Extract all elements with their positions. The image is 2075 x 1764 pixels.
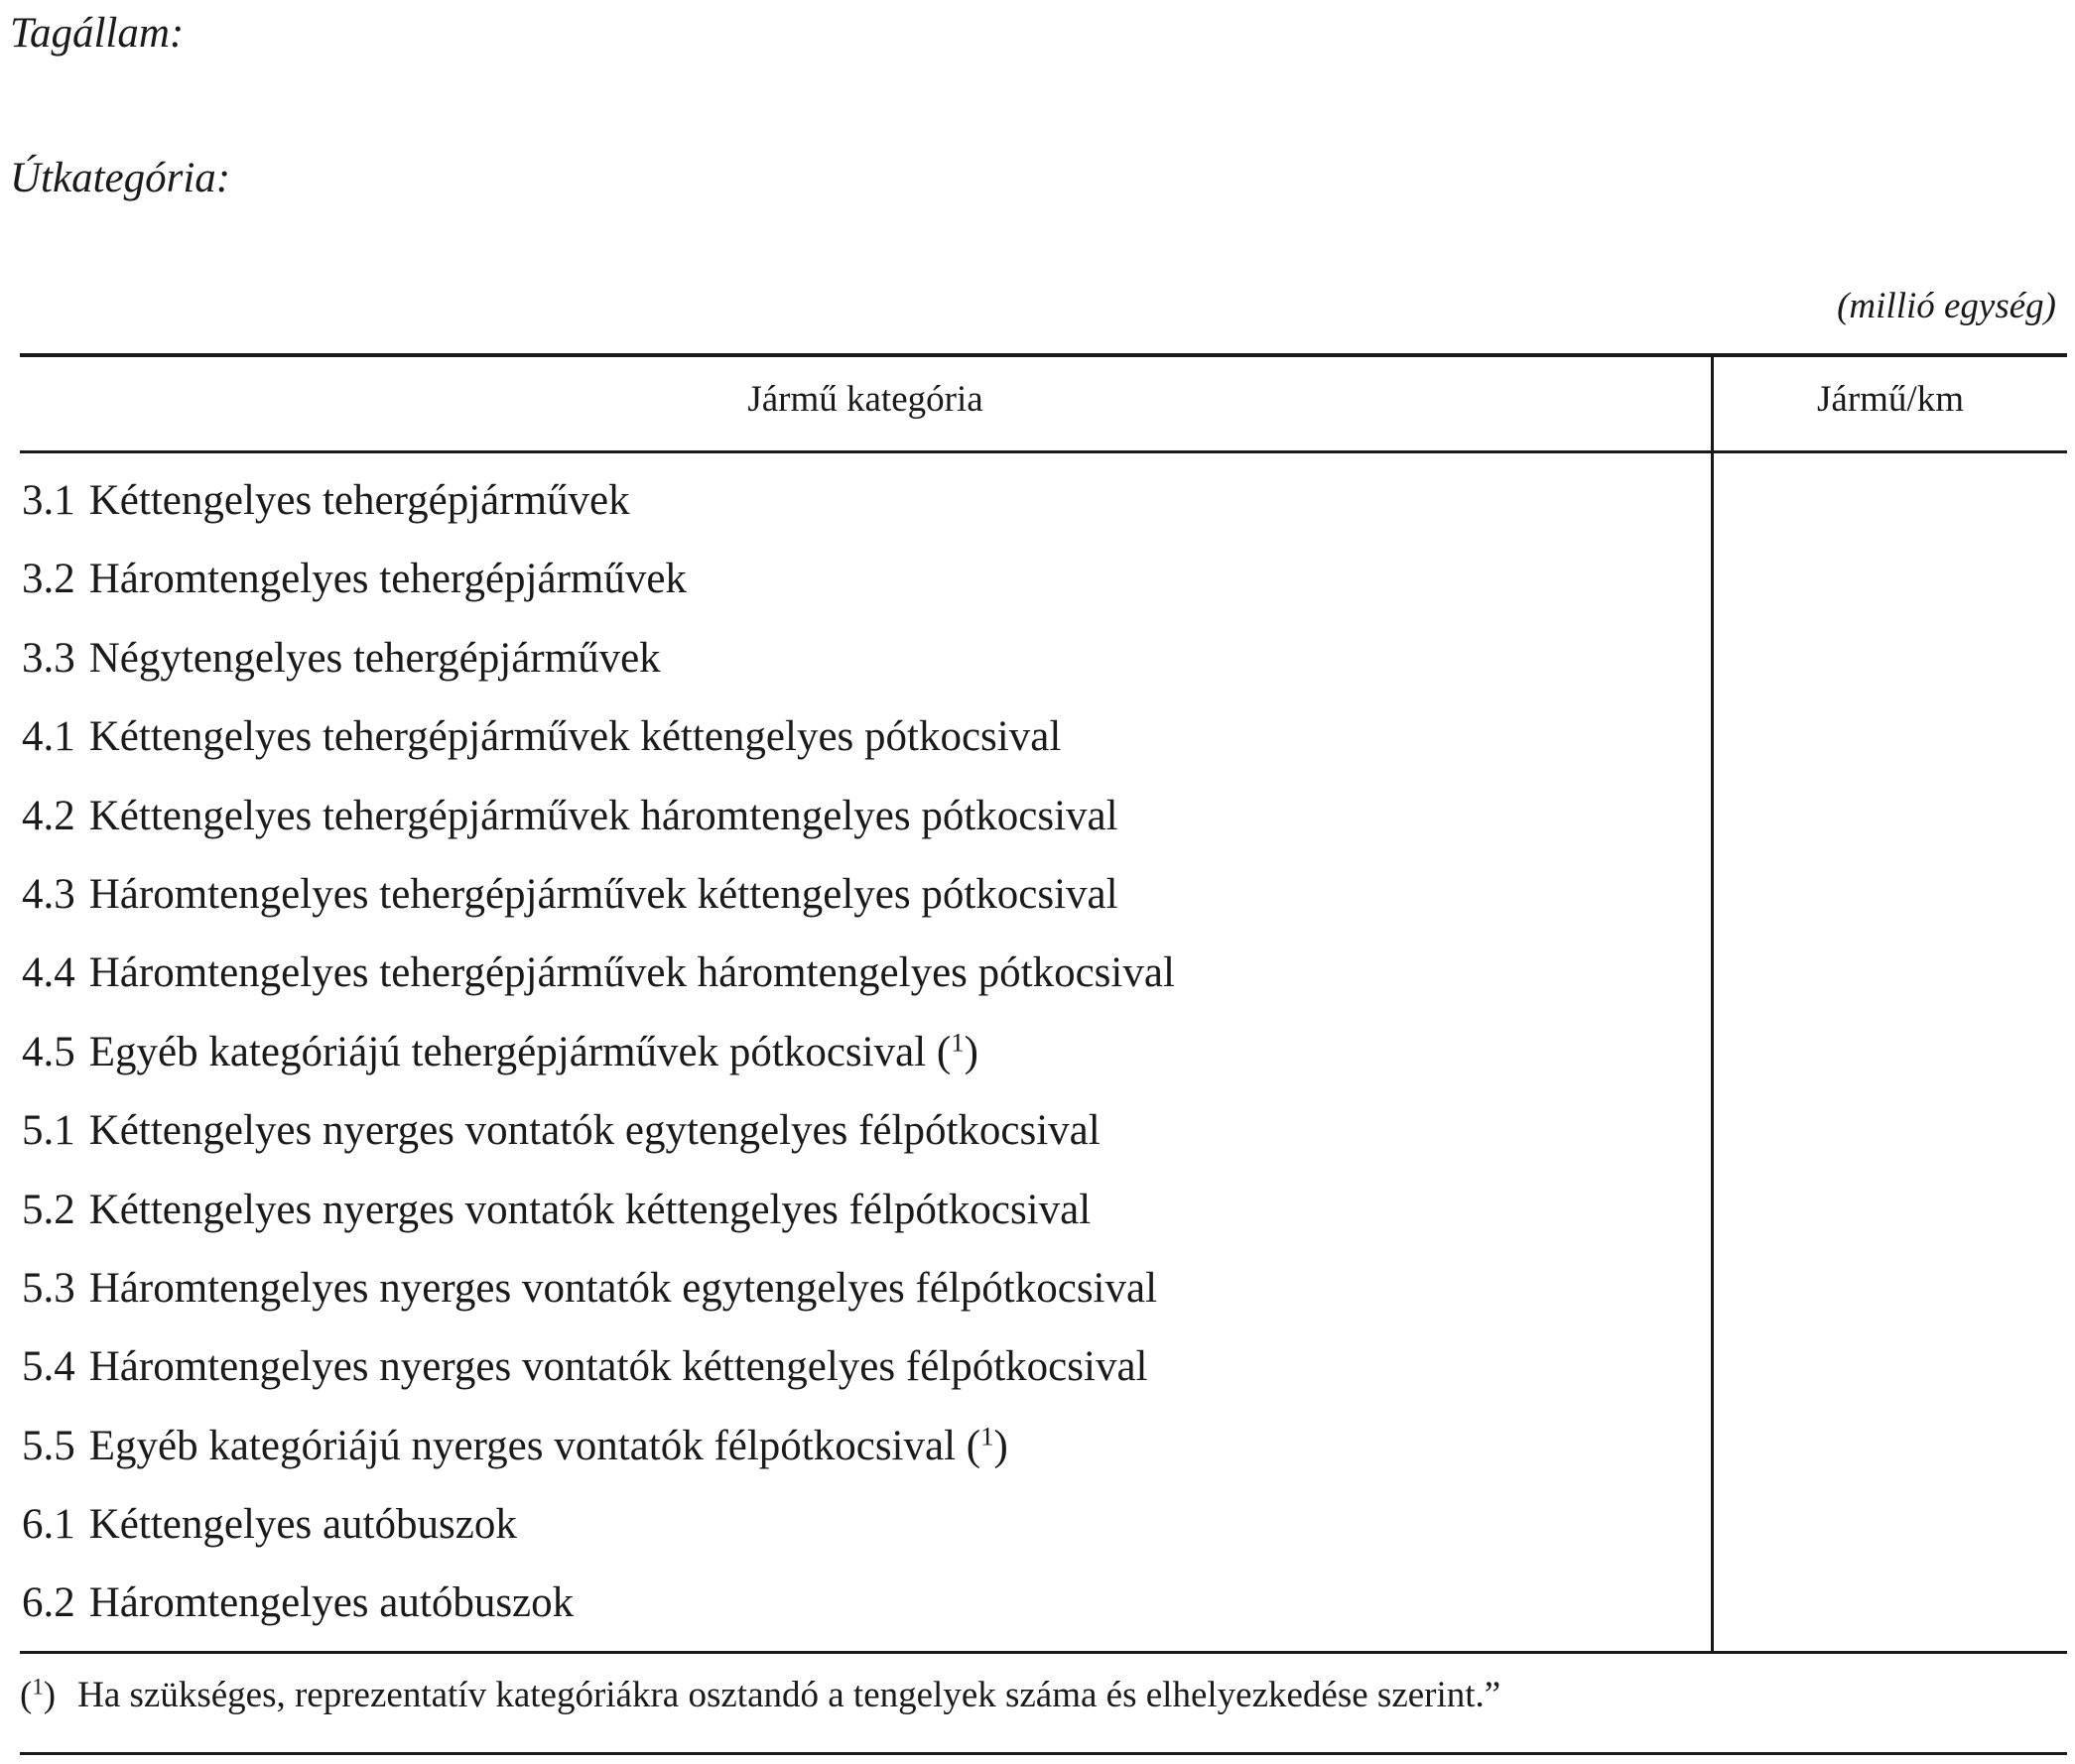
unit-note: (millió egység) [1837, 286, 2056, 326]
table-body [22, 474, 1699, 1656]
row-label: Egyéb kategóriájú nyerges vontatók félpótkocsival [88, 1422, 957, 1469]
row-code: 4.1 [22, 713, 75, 761]
row-code: 3.1 [22, 477, 75, 524]
footnote-mark: ($^1$) [20, 1674, 57, 1715]
footnote-text: Ha szükséges, reprezentatív kategóriákra osztandó a tengelyek száma és elhelyezkedése szerint.” [77, 1675, 1501, 1715]
row-label: Kéttengelyes tehergépjárművek [88, 477, 630, 524]
column-header-category: Jármű kategória [747, 379, 983, 420]
row-code: 4.4 [22, 949, 75, 997]
table-row [22, 553, 1699, 631]
row-code: 5.3 [22, 1264, 75, 1312]
table-row [22, 790, 1699, 868]
column-divider [1711, 355, 1714, 1653]
table-row [22, 710, 1699, 789]
table-row [22, 1184, 1699, 1262]
row-label: Háromtengelyes tehergépjárművek kéttengelyes pótkocsival [88, 870, 1118, 918]
table-row [22, 1420, 1699, 1498]
row-code: 5.4 [22, 1343, 75, 1391]
road-category-label: Útkategória: [10, 155, 231, 201]
table-row [22, 868, 1699, 946]
row-code: 6.2 [22, 1579, 75, 1627]
member-state-label: Tagállam: [10, 10, 185, 57]
row-code: 5.2 [22, 1186, 75, 1233]
row-code: 4.2 [22, 792, 75, 839]
row-label: Kéttengelyes autóbuszok [88, 1501, 517, 1549]
row-code: 6.1 [22, 1501, 75, 1549]
row-label: Háromtengelyes autóbuszok [88, 1579, 575, 1627]
row-label: Egyéb kategóriájú tehergépjárművek pótkocsival [88, 1028, 927, 1075]
row-label: Háromtengelyes tehergépjárművek [88, 556, 687, 603]
footnote-reference: ($^1$) [926, 1027, 978, 1075]
table-top-rule [20, 353, 2067, 357]
table-row [22, 632, 1699, 710]
row-label: Kéttengelyes nyerges vontatók egytengelyes félpótkocsival [88, 1107, 1101, 1155]
row-code: 4.3 [22, 870, 75, 918]
row-label: Kéttengelyes tehergépjárművek háromtengelyes pótkocsival [88, 792, 1118, 839]
table-row [22, 1498, 1699, 1576]
table-row [22, 1026, 1699, 1104]
table-row [22, 1340, 1699, 1419]
row-code: 3.2 [22, 556, 75, 603]
row-label: Háromtengelyes nyerges vontatók kéttengelyes félpótkocsival [88, 1343, 1148, 1391]
table-row [22, 946, 1699, 1025]
table-row [22, 1262, 1699, 1340]
footnote-reference: ($^1$) [956, 1421, 1008, 1469]
row-code: 5.1 [22, 1107, 75, 1155]
row-code: 5.5 [22, 1422, 75, 1469]
row-label: Háromtengelyes nyerges vontatók egytengelyes félpótkocsival [88, 1264, 1158, 1312]
row-label: Háromtengelyes tehergépjárművek háromtengelyes pótkocsival [88, 949, 1175, 997]
row-label: Kéttengelyes nyerges vontatók kéttengelyes félpótkocsival [88, 1186, 1092, 1233]
table-row [22, 474, 1699, 553]
table-row [22, 1104, 1699, 1183]
column-header-vehicle-km: Jármű/km [1817, 379, 1964, 420]
table-bottom-rule [20, 1651, 2067, 1654]
row-code: 4.5 [22, 1028, 75, 1075]
footnote [20, 1674, 1501, 1715]
row-label: Kéttengelyes tehergépjárművek kéttengelyes pótkocsival [88, 713, 1062, 761]
row-label: Négytengelyes tehergépjárművek [88, 634, 661, 682]
row-code: 3.3 [22, 634, 75, 682]
table-row [22, 1576, 1699, 1655]
footnote-bottom-rule [20, 1752, 2067, 1755]
table-header-rule [20, 450, 2067, 453]
